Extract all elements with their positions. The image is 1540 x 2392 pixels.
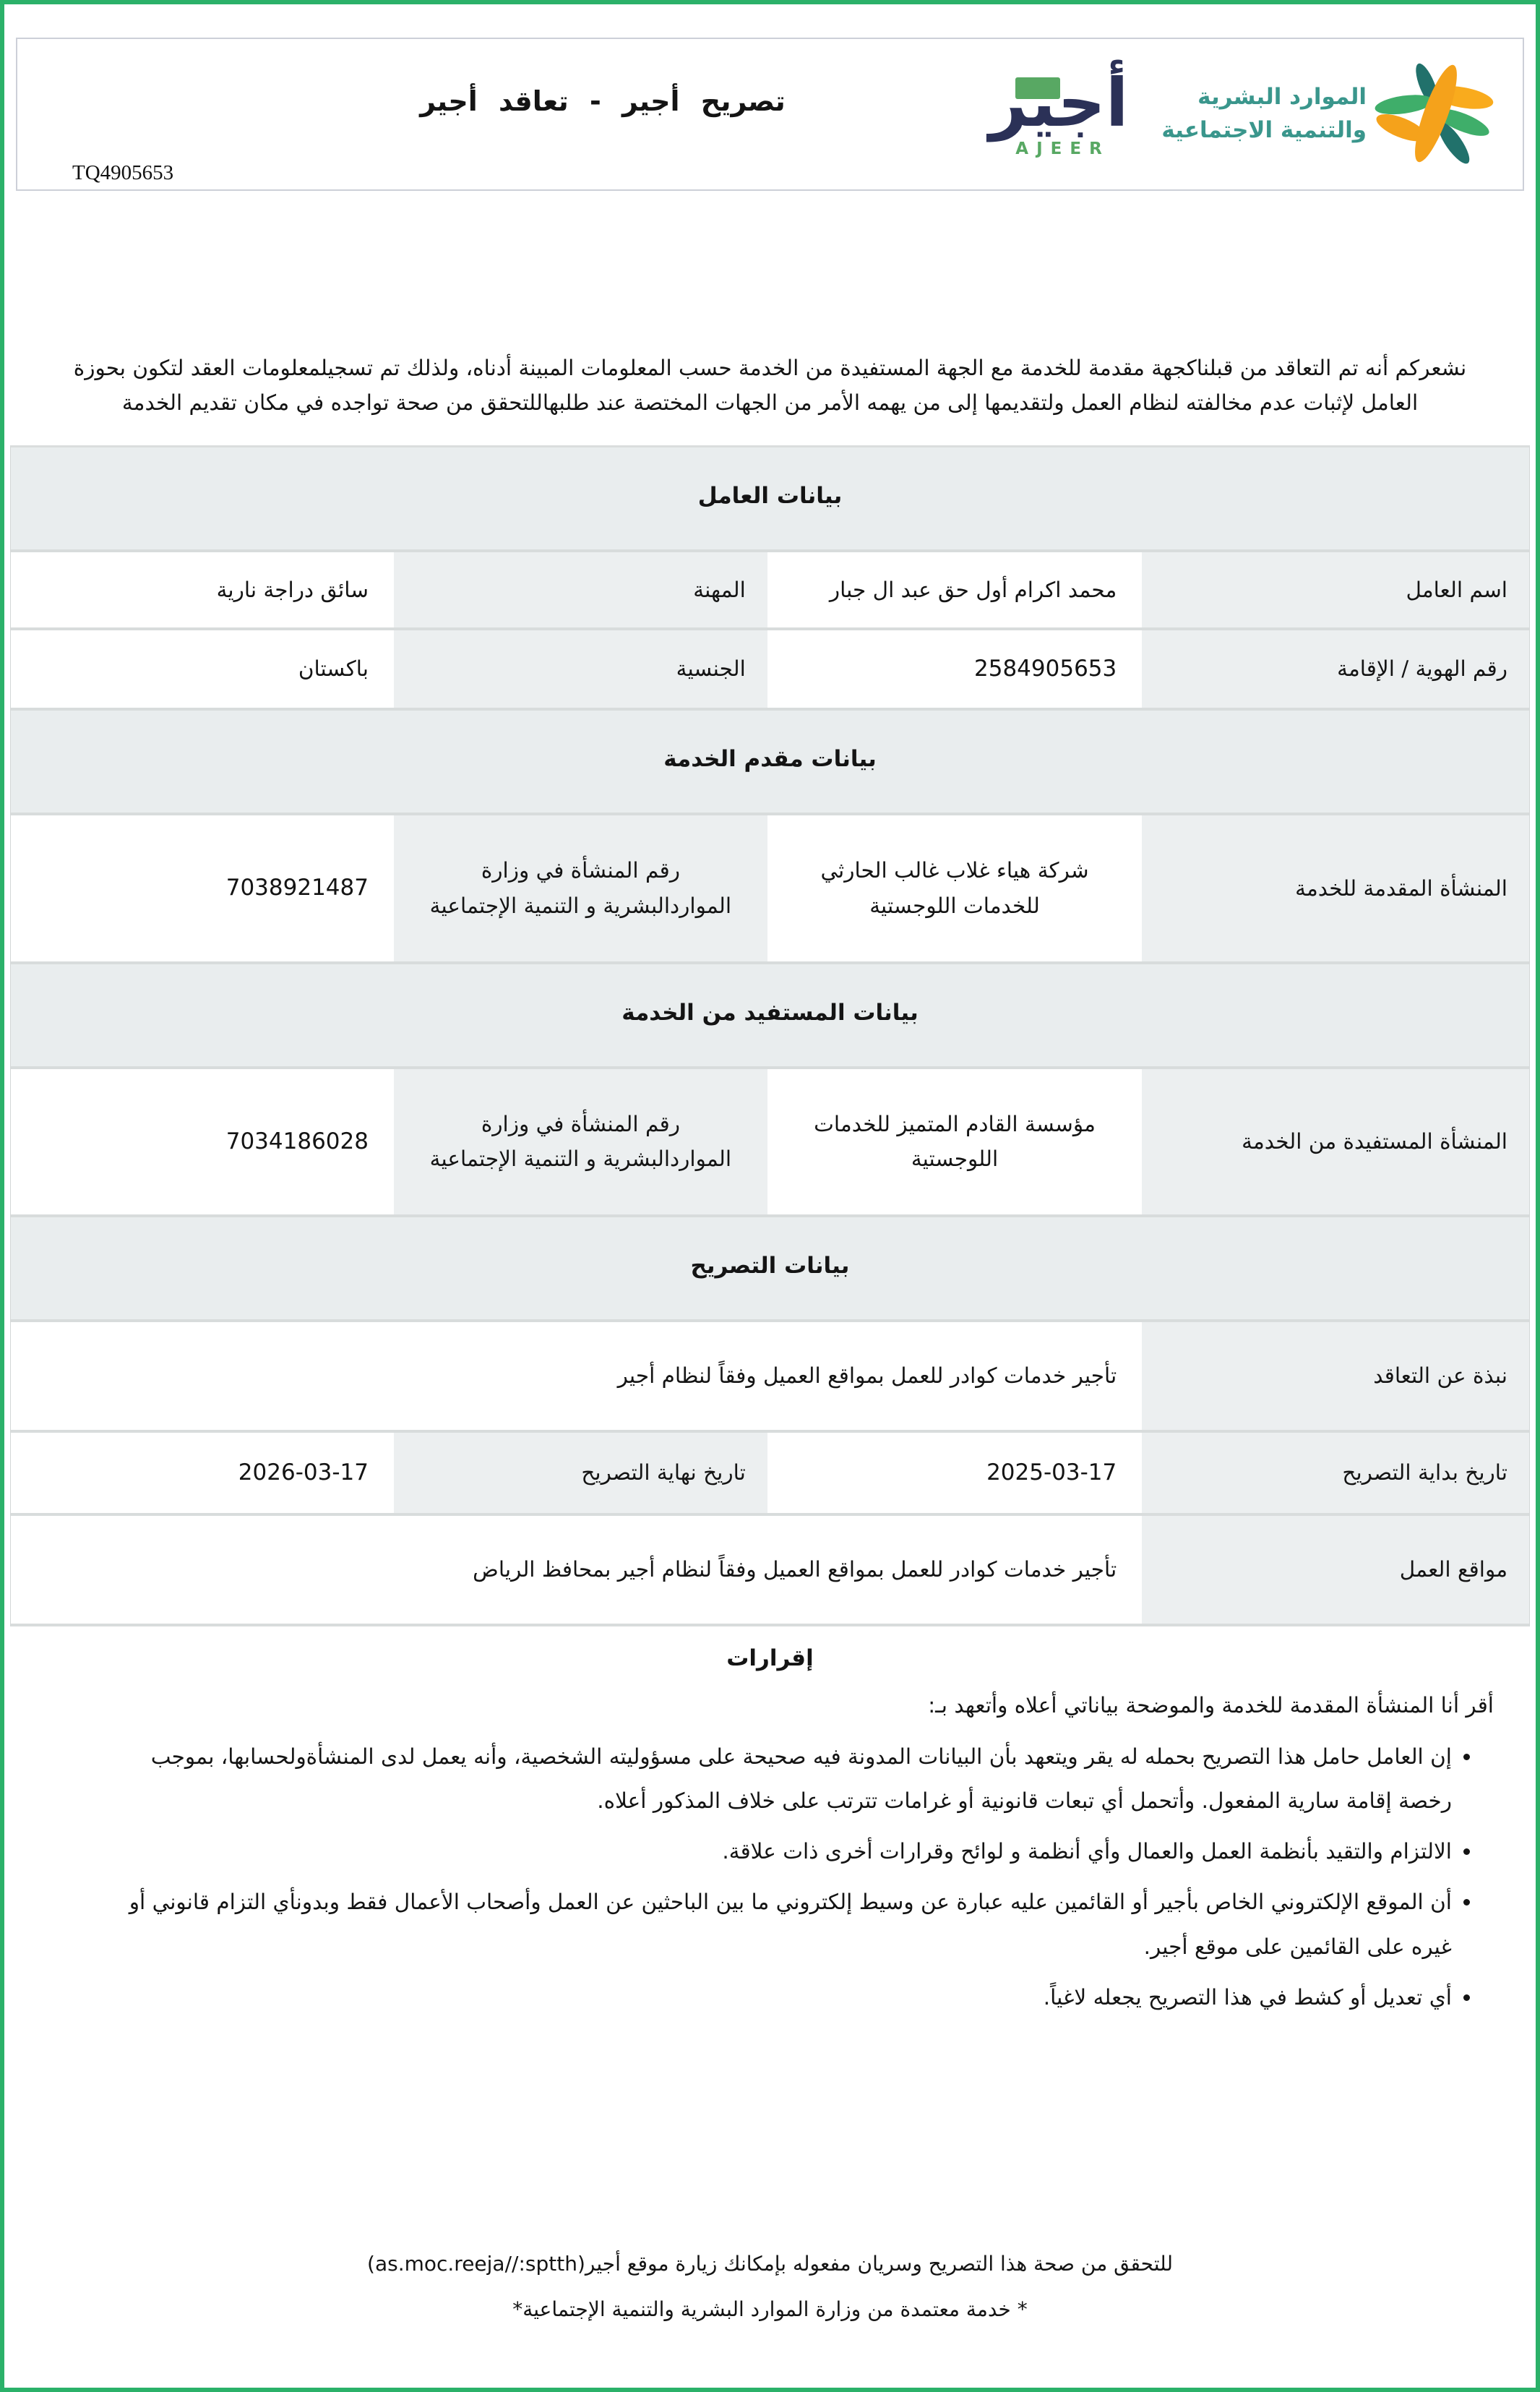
start-date-label: تاريخ بداية التصريح — [1142, 1433, 1529, 1513]
section-beneficiary-header: بيانات المستفيد من الخدمة — [11, 964, 1529, 1069]
ministry-emblem-icon — [1374, 51, 1498, 176]
profession-label: المهنة — [394, 552, 767, 628]
end-date-value: 2026-03-17 — [11, 1433, 390, 1513]
declarations-title: إقرارات — [726, 1645, 814, 1671]
worker-name-label: اسم العامل — [1142, 552, 1529, 628]
provider-number-label: رقم المنشأة في وزارة المواردالبشرية و التنمية الإجتماعية — [394, 815, 767, 961]
document-number: TQ4905653 — [72, 161, 174, 184]
ajeer-logo-wordmark — [989, 64, 1129, 142]
ajeer-logo-latin-text: AJEER — [1015, 140, 1110, 159]
profession-value: سائق دراجة نارية — [11, 552, 390, 628]
worker-name-row — [11, 552, 1529, 631]
provider-name-label: المنشأة المقدمة للخدمة — [1142, 815, 1529, 961]
provider-name-value: شركة هياء غلاب غالب الحارثي للخدمات اللوجستية — [771, 815, 1138, 961]
ministry-logo-line2: والتنمية الاجتماعية — [1161, 117, 1367, 143]
provider-row — [11, 815, 1529, 964]
declarations-intro: أقر أنا المنشأة المقدمة للخدمة والموضحة بياناتي أعلاه وأتعهد بـ: — [928, 1692, 1494, 1718]
footer-accredited-text: * خدمة معتمدة من وزارة الموارد البشرية والتنمية الإجتماعية* — [512, 2297, 1028, 2321]
work-locations-row — [11, 1516, 1529, 1626]
header-logos — [989, 52, 1498, 175]
contract-summary-row — [11, 1322, 1529, 1433]
ministry-logo-line1: الموارد البشرية — [1197, 83, 1367, 110]
ministry-logo — [1161, 51, 1498, 176]
beneficiary-row — [11, 1069, 1529, 1217]
declaration-item: • الالتزام والتقيد بأنظمة العمل والعمال وأي أنظمة و لوائح وقرارات أخرى ذات علاقة. — [113, 1830, 1452, 1874]
contract-summary-label: نبذة عن التعاقد — [1142, 1322, 1529, 1430]
ajeer-logo — [989, 64, 1129, 159]
beneficiary-number-label: رقم المنشأة في وزارة المواردالبشرية و التنمية الإجتماعية — [394, 1069, 767, 1214]
id-number-value: 2584905653 — [771, 630, 1138, 708]
beneficiary-name-label: المنشأة المستفيدة من الخدمة — [1142, 1069, 1529, 1214]
provider-number-value: 7038921487 — [11, 815, 390, 961]
intro-paragraph: نشعركم أنه تم التعاقد من قبلناكجهة مقدمة للخدمة مع الجهة المستفيدة من الخدمة حسب المعلومات المبينة أدناه، ولذلك تم تسجيلمعلومات العقد لتكون بحوزة العامل لإثبات عدم مخالفته لنظام العمل ولتقديمها إلى من يهمه الأمر من الجهات المختصة عند طلبهاللتحقق من صحة تواجده في مكان تقديم الخدمة — [73, 356, 1467, 415]
beneficiary-name-value: مؤسسة القادم المتميز للخدمات اللوجستية — [771, 1069, 1138, 1214]
declaration-item: • أي تعديل أو كشط في هذا التصريح يجعله لاغياً. — [113, 1976, 1452, 2020]
work-locations-label: مواقع العمل — [1142, 1516, 1529, 1624]
worker-id-row — [11, 630, 1529, 711]
start-date-value: 2025-03-17 — [771, 1433, 1138, 1513]
footer-verify-text: للتحقق من صحة هذا التصريح وسريان مفعوله بإمكانك زيارة موقع أجير(as.moc.reeja//:sptth) — [367, 2252, 1173, 2276]
end-date-label: تاريخ نهاية التصريح — [394, 1433, 767, 1513]
spacer — [4, 2026, 1536, 2252]
ajeer-logo-arabic-text: أجير — [989, 64, 1129, 142]
section-provider-header: بيانات مقدم الخدمة — [11, 711, 1529, 815]
nationality-label: الجنسية — [394, 630, 767, 708]
worker-name-value: محمد اكرام أول حق عبد ال جبار — [771, 552, 1138, 628]
declaration-item: • إن العامل حامل هذا التصريح بحمله له يقر ويتعهد بأن البيانات المدونة فيه صحيحة على مسؤوليته الشخصية، وأنه يعمل لدى المنشأةولحسابها، بموجب رخصة إقامة سارية المفعول. وأتحمل أي تبعات قانونية أو غرامات تترتب على خلاف المذكور أعلاه. — [113, 1735, 1452, 1825]
permit-dates-row — [11, 1433, 1529, 1516]
declarations-list — [113, 1735, 1485, 2027]
document-footer — [33, 2252, 1507, 2343]
id-number-label: رقم الهوية / الإقامة — [1142, 630, 1529, 708]
document-header — [16, 38, 1524, 191]
permit-table — [10, 445, 1530, 1626]
beneficiary-number-value: 7034186028 — [11, 1069, 390, 1214]
nationality-value: باكستان — [11, 630, 390, 708]
document-title: تصريح أجير - تعاقد أجير — [420, 85, 786, 117]
ministry-logo-title — [1161, 80, 1367, 147]
section-worker-header: بيانات العامل — [11, 447, 1529, 552]
declaration-item: • أن الموقع الإلكتروني الخاص بأجير أو القائمين عليه عبارة عن وسيط إلكتروني ما بين الباحثين عن العمل وأصحاب الأعمال فقط وبدونأي التزام قانوني أو غيره على القائمين على موقع أجير. — [113, 1880, 1452, 1970]
contract-summary-value: تأجير خدمات كوادر للعمل بمواقع العميل وفقاً لنظام أجير — [11, 1322, 1138, 1430]
work-locations-value: تأجير خدمات كوادر للعمل بمواقع العميل وفقاً لنظام أجير بمحافظ الرياض — [11, 1516, 1138, 1624]
section-permit-header: بيانات التصريح — [11, 1217, 1529, 1322]
